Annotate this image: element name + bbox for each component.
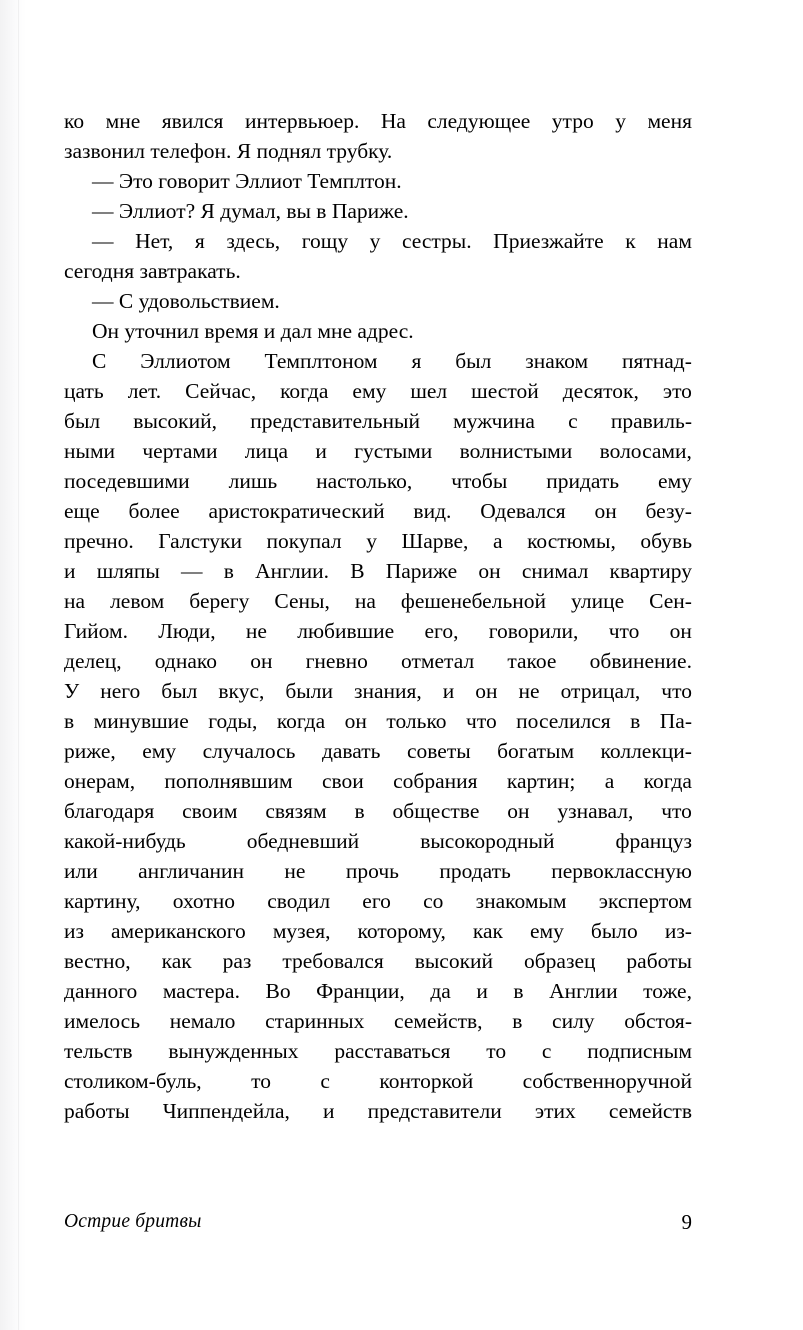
word: не bbox=[284, 859, 306, 883]
word: он bbox=[478, 559, 501, 583]
word: онерам, bbox=[64, 769, 136, 793]
word: чтобы bbox=[451, 469, 508, 493]
word: в bbox=[513, 979, 524, 1003]
text-line bbox=[64, 766, 692, 796]
word: говорили, bbox=[488, 619, 579, 643]
text-line bbox=[64, 556, 692, 586]
word: Во bbox=[265, 979, 291, 1003]
word: в bbox=[512, 1009, 523, 1033]
word: был bbox=[64, 409, 101, 433]
word: в bbox=[64, 709, 75, 733]
word: — bbox=[181, 559, 203, 583]
word: был bbox=[455, 349, 492, 373]
word: правиль- bbox=[610, 409, 692, 433]
word: он bbox=[594, 499, 617, 523]
word: чертами bbox=[142, 439, 218, 463]
word: он bbox=[507, 799, 530, 823]
word: его bbox=[362, 889, 391, 913]
word: Сен- bbox=[649, 589, 692, 613]
word: как bbox=[472, 919, 503, 943]
word: и bbox=[64, 559, 76, 583]
word: тельств bbox=[64, 1039, 133, 1063]
word: с bbox=[320, 1069, 330, 1093]
word: то bbox=[486, 1039, 507, 1063]
word: картину, bbox=[64, 889, 141, 913]
text-line bbox=[64, 736, 692, 766]
word: и bbox=[323, 1099, 335, 1123]
text-line bbox=[64, 1036, 692, 1066]
word: это bbox=[662, 379, 692, 403]
word: в bbox=[630, 709, 641, 733]
word: и bbox=[315, 439, 327, 463]
word: квартиру bbox=[609, 559, 692, 583]
word: когда bbox=[276, 709, 326, 733]
scan-gutter-fold-line bbox=[18, 0, 19, 1330]
word: из bbox=[64, 919, 84, 943]
word: или bbox=[64, 859, 98, 883]
word: ными bbox=[64, 439, 116, 463]
word: цать bbox=[64, 379, 104, 403]
word: расставаться bbox=[334, 1039, 451, 1063]
word: семейств bbox=[608, 1099, 692, 1123]
word: мне bbox=[105, 109, 141, 133]
word: столиком-буль, bbox=[64, 1069, 202, 1093]
word: представители bbox=[367, 1099, 502, 1123]
text-line bbox=[64, 346, 692, 376]
word: волосами, bbox=[599, 439, 692, 463]
word: у bbox=[366, 529, 377, 553]
word: раз bbox=[222, 949, 252, 973]
word: — bbox=[92, 229, 114, 253]
word: данного bbox=[64, 979, 138, 1003]
word: собственноручной bbox=[522, 1069, 692, 1093]
word: конторкой bbox=[379, 1069, 474, 1093]
word: связям bbox=[265, 799, 327, 823]
word: образец bbox=[523, 949, 596, 973]
word: не bbox=[518, 679, 540, 703]
text-line bbox=[64, 826, 692, 856]
word: берегу bbox=[189, 589, 250, 613]
word: гневно bbox=[305, 649, 368, 673]
word: я bbox=[194, 229, 205, 253]
word: шел bbox=[410, 379, 448, 403]
word: вестно, bbox=[64, 949, 131, 973]
word: то bbox=[251, 1069, 271, 1093]
word: У bbox=[64, 679, 80, 703]
word: лишь bbox=[228, 469, 278, 493]
word: костюмы, bbox=[527, 529, 616, 553]
word: которому, bbox=[357, 919, 446, 943]
word: пречно. bbox=[64, 529, 134, 553]
word: более bbox=[128, 499, 180, 523]
word: коллекци- bbox=[600, 739, 692, 763]
text-line bbox=[64, 526, 692, 556]
word: как bbox=[161, 949, 192, 973]
word: такое bbox=[507, 649, 557, 673]
word: Приезжайте bbox=[493, 229, 604, 253]
word: Париже bbox=[385, 559, 458, 583]
word: риже, bbox=[64, 739, 116, 763]
word: только bbox=[386, 709, 447, 733]
word: нам bbox=[657, 229, 692, 253]
word: шляпы bbox=[96, 559, 160, 583]
word: а bbox=[492, 529, 503, 553]
word: обедневший bbox=[246, 829, 360, 853]
page-text-block bbox=[64, 106, 692, 1126]
word: следующее bbox=[427, 109, 531, 133]
word: богатым bbox=[497, 739, 575, 763]
word: немало bbox=[169, 1009, 236, 1033]
word: высокий bbox=[414, 949, 494, 973]
word: тоже, bbox=[643, 979, 692, 1003]
word: придать bbox=[546, 469, 620, 493]
word: в bbox=[354, 799, 365, 823]
text-line bbox=[64, 496, 692, 526]
word: работы bbox=[626, 949, 692, 973]
word: на bbox=[64, 589, 86, 613]
word: Одевался bbox=[480, 499, 566, 523]
word: он bbox=[344, 709, 367, 733]
word: обувь bbox=[640, 529, 692, 553]
text-line bbox=[64, 646, 692, 676]
word: поседевшими bbox=[64, 469, 190, 493]
word: сестры. bbox=[401, 229, 472, 253]
word: меня bbox=[647, 109, 692, 133]
word: было bbox=[590, 919, 638, 943]
text-line bbox=[64, 1096, 692, 1126]
text-line: зазвонил телефон. Я поднял трубку. bbox=[64, 139, 393, 163]
word: свои bbox=[321, 769, 364, 793]
text-line bbox=[64, 856, 692, 886]
word: снимал bbox=[521, 559, 589, 583]
text-line: Он уточнил время и дал мне адрес. bbox=[92, 319, 414, 343]
word: на bbox=[354, 589, 376, 613]
word: отметал bbox=[401, 649, 475, 673]
word: Люди, bbox=[158, 619, 216, 643]
word: явился bbox=[161, 109, 224, 133]
word: случалось bbox=[202, 739, 296, 763]
word: да bbox=[430, 979, 451, 1003]
word: здесь, bbox=[226, 229, 281, 253]
word: из- bbox=[664, 919, 692, 943]
word: что bbox=[661, 799, 692, 823]
word: Нет, bbox=[135, 229, 174, 253]
word: не bbox=[245, 619, 267, 643]
word: вид. bbox=[413, 499, 452, 523]
page-number: 9 bbox=[681, 1210, 692, 1234]
word: у bbox=[369, 229, 381, 253]
text-line bbox=[64, 676, 692, 706]
word: знания, bbox=[353, 679, 422, 703]
word: лет. bbox=[127, 379, 162, 403]
word: давать bbox=[321, 739, 381, 763]
word: Темплтоном bbox=[264, 349, 378, 373]
text-line bbox=[64, 106, 692, 136]
word: высокородный bbox=[420, 829, 555, 853]
word: обстоя- bbox=[624, 1009, 692, 1033]
text-line bbox=[64, 466, 692, 496]
scan-gutter-shadow bbox=[0, 0, 26, 1330]
word: семейств, bbox=[394, 1009, 483, 1033]
word: он bbox=[250, 649, 273, 673]
word: обвинение. bbox=[589, 649, 692, 673]
word: еще bbox=[64, 499, 100, 523]
word: требовался bbox=[282, 949, 384, 973]
word: своим bbox=[182, 799, 238, 823]
word: поселился bbox=[516, 709, 611, 733]
word: густыми bbox=[354, 439, 433, 463]
word: делец, bbox=[64, 649, 122, 673]
word: американского bbox=[111, 919, 246, 943]
word: в bbox=[223, 559, 234, 583]
word: любившие bbox=[297, 619, 395, 643]
word: улице bbox=[571, 589, 625, 613]
text-line bbox=[64, 586, 692, 616]
word: и bbox=[442, 679, 455, 703]
word: узнавал, bbox=[557, 799, 634, 823]
word: Галстуки bbox=[158, 529, 242, 553]
text-line bbox=[64, 796, 692, 826]
text-line bbox=[64, 1006, 692, 1036]
word: вынужденных bbox=[168, 1039, 299, 1063]
word: Англии bbox=[549, 979, 618, 1003]
word: ему bbox=[658, 469, 692, 493]
word: Сены, bbox=[274, 589, 330, 613]
text-line bbox=[64, 886, 692, 916]
word: что bbox=[466, 709, 497, 733]
word: работы bbox=[64, 1099, 130, 1123]
word: гощу bbox=[301, 229, 349, 253]
word: первоклассную bbox=[551, 859, 692, 883]
word: у bbox=[615, 109, 626, 133]
text-line bbox=[64, 706, 692, 736]
word: С bbox=[92, 349, 107, 373]
word: ему bbox=[142, 739, 177, 763]
word: фешенебельной bbox=[400, 589, 547, 613]
word: ему bbox=[352, 379, 387, 403]
word: старинных bbox=[265, 1009, 365, 1033]
text-line bbox=[64, 376, 692, 406]
text-line bbox=[64, 916, 692, 946]
text-line bbox=[64, 406, 692, 436]
text-line: — Эллиот? Я думал, вы в Париже. bbox=[92, 199, 409, 223]
word: мастера. bbox=[162, 979, 240, 1003]
word: мужчина bbox=[453, 409, 535, 433]
word: В bbox=[350, 559, 365, 583]
word: левом bbox=[110, 589, 165, 613]
word: Шарве, bbox=[401, 529, 469, 553]
word: его, bbox=[424, 619, 459, 643]
word: француз bbox=[615, 829, 692, 853]
word: охотно bbox=[172, 889, 235, 913]
word: него bbox=[100, 679, 141, 703]
word: когда bbox=[643, 769, 692, 793]
word: с bbox=[568, 409, 578, 433]
word: подписным bbox=[587, 1039, 692, 1063]
word: прочь bbox=[345, 859, 399, 883]
word: советы bbox=[406, 739, 471, 763]
word: имелось bbox=[64, 1009, 141, 1033]
word: покупал bbox=[266, 529, 342, 553]
running-title: Острие бритвы bbox=[64, 1211, 202, 1232]
word: я bbox=[411, 349, 422, 373]
word: аристократический bbox=[208, 499, 385, 523]
word: Эллиотом bbox=[140, 349, 231, 373]
word: а bbox=[604, 769, 615, 793]
word: англичанин bbox=[138, 859, 245, 883]
word: отрицал, bbox=[560, 679, 641, 703]
text-line bbox=[64, 1066, 692, 1096]
word: музея, bbox=[272, 919, 331, 943]
word: однако bbox=[154, 649, 218, 673]
word: безу- bbox=[645, 499, 692, 523]
word: что bbox=[661, 679, 692, 703]
text-line bbox=[64, 226, 692, 256]
word: На bbox=[380, 109, 406, 133]
page-footer bbox=[64, 1207, 692, 1237]
word: представительный bbox=[250, 409, 420, 433]
text-line bbox=[64, 616, 692, 646]
word: когда bbox=[280, 379, 329, 403]
word: пополнявшим bbox=[164, 769, 293, 793]
word: благодаря bbox=[64, 799, 155, 823]
word: со bbox=[423, 889, 444, 913]
word: какой-нибудь bbox=[64, 829, 186, 853]
word: лица bbox=[244, 439, 289, 463]
text-line bbox=[64, 946, 692, 976]
word: Чиппендейла, bbox=[162, 1099, 290, 1123]
word: Па- bbox=[659, 709, 692, 733]
word: Гийом. bbox=[64, 619, 128, 643]
word: силу bbox=[552, 1009, 595, 1033]
word: годы, bbox=[208, 709, 258, 733]
text-line bbox=[64, 976, 692, 1006]
word: картин; bbox=[506, 769, 576, 793]
word: ему bbox=[530, 919, 564, 943]
word: пятнад- bbox=[621, 349, 692, 373]
word: этих bbox=[534, 1099, 576, 1123]
word: интервьюер. bbox=[244, 109, 360, 133]
text-line bbox=[64, 436, 692, 466]
word: с bbox=[541, 1039, 552, 1063]
word: Англии. bbox=[255, 559, 329, 583]
word: он bbox=[669, 619, 692, 643]
text-line: — Это говорит Эллиот Темплтон. bbox=[92, 169, 402, 193]
word: вкус, bbox=[218, 679, 265, 703]
word: знакомым bbox=[475, 889, 567, 913]
word: что bbox=[608, 619, 640, 643]
word: ко bbox=[64, 109, 85, 133]
word: высокий, bbox=[133, 409, 218, 433]
word: сводил bbox=[267, 889, 331, 913]
word: экспертом bbox=[598, 889, 692, 913]
word: и bbox=[476, 979, 488, 1003]
word: собрания bbox=[393, 769, 478, 793]
word: утро bbox=[551, 109, 594, 133]
word: были bbox=[285, 679, 333, 703]
word: был bbox=[161, 679, 198, 703]
word: Сейчас, bbox=[185, 379, 257, 403]
word: волнистыми bbox=[459, 439, 573, 463]
text-line: сегодня завтракать. bbox=[64, 259, 241, 283]
word: настолько, bbox=[316, 469, 413, 493]
word: шестой bbox=[471, 379, 539, 403]
word: десяток, bbox=[562, 379, 639, 403]
word: Франции, bbox=[316, 979, 405, 1003]
word: он bbox=[475, 679, 498, 703]
word: продать bbox=[439, 859, 511, 883]
word: знаком bbox=[525, 349, 589, 373]
word: минувшие bbox=[93, 709, 189, 733]
word: к bbox=[625, 229, 636, 253]
text-line: — С удовольствием. bbox=[92, 289, 280, 313]
word: обществе bbox=[392, 799, 480, 823]
